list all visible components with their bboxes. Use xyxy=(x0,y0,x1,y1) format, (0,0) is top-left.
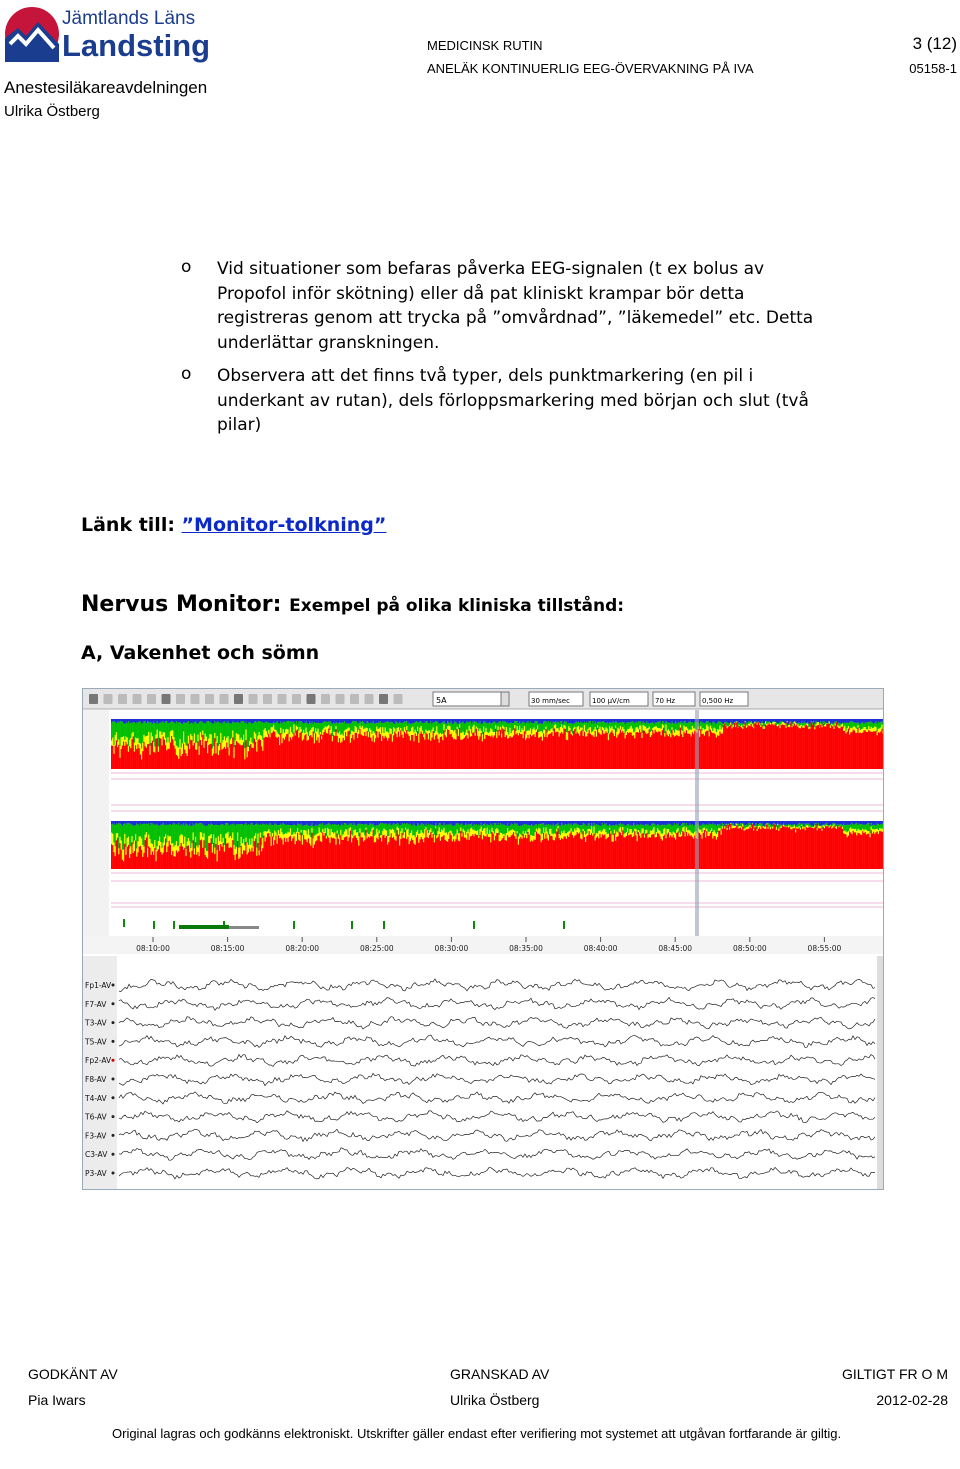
bullet-line: underlättar granskningen. xyxy=(217,332,440,353)
channel-label: Fp2-AV xyxy=(85,1056,112,1066)
toolbar-tool-icon[interactable] xyxy=(191,694,200,704)
page-number: 3 (12) xyxy=(912,34,957,53)
toolbar-tool-icon[interactable] xyxy=(249,694,258,704)
toolbar-tool-icon[interactable] xyxy=(379,694,388,704)
monitor-tolkning-link[interactable]: ”Monitor-tolkning” xyxy=(181,514,387,536)
logo-line2: Landsting xyxy=(62,28,211,63)
toolbar-tool-icon[interactable] xyxy=(278,694,287,704)
low-filter-value: 0,500 Hz xyxy=(702,697,734,705)
reviewed-label: GRANSKAD AV xyxy=(450,1366,550,1382)
time-tick-label: 08:20:00 xyxy=(285,944,320,953)
bullet-line: underkant av rutan), dels förloppsmarkering med början och slut (två xyxy=(217,390,809,411)
time-tick-label: 08:15:00 xyxy=(210,944,245,953)
toolbar-tool-icon[interactable] xyxy=(321,694,330,704)
bullet-marker: o xyxy=(181,257,192,277)
valid-from: 2012-02-28 xyxy=(876,1392,948,1408)
toolbar-tool-icon[interactable] xyxy=(104,694,113,704)
bullet-text xyxy=(217,364,809,438)
speed-value: 30 mm/sec xyxy=(531,697,570,705)
section-title: Nervus Monitor: xyxy=(81,592,282,617)
section-subtitle: Exempel på olika kliniska tillstånd: xyxy=(289,596,625,616)
eeg-display xyxy=(83,689,883,1189)
document-number: 05158-1 xyxy=(909,61,957,76)
high-filter-value: 70 Hz xyxy=(655,697,676,705)
eeg-monitor-screenshot xyxy=(82,688,884,1190)
time-tick-label: 08:50:00 xyxy=(732,944,767,953)
toolbar-tool-icon[interactable] xyxy=(89,694,98,704)
time-tick-label: 08:55:00 xyxy=(807,944,842,953)
spectrogram-left xyxy=(111,719,883,769)
approved-by: Pia Iwars xyxy=(28,1392,86,1408)
toolbar-tool-icon[interactable] xyxy=(162,694,171,704)
logo-line1: Jämtlands Läns xyxy=(62,8,196,29)
channel-label: Fp1-AV xyxy=(85,981,112,990)
bullet-line: pilar) xyxy=(217,415,262,435)
valid-label: GILTIGT FR O M xyxy=(841,1366,948,1382)
reviewed-by: Ulrika Östberg xyxy=(450,1392,540,1408)
link-prefix: Länk till: xyxy=(81,514,182,536)
department: Anestesiläkareavdelningen xyxy=(4,78,208,97)
toolbar-tool-icon[interactable] xyxy=(133,694,142,704)
channel-label: F7-AV xyxy=(85,999,107,1009)
toolbar-tool-icon[interactable] xyxy=(292,694,301,704)
speed-select[interactable] xyxy=(529,692,583,706)
montage-select[interactable] xyxy=(433,692,509,706)
time-tick-label: 08:45:00 xyxy=(658,944,693,953)
channel-label: F3-AV xyxy=(85,1131,107,1141)
time-tick-label: 08:25:00 xyxy=(359,944,394,953)
channel-label: C3-AV xyxy=(85,1150,108,1160)
channel-label: T5-AV xyxy=(85,1037,107,1047)
routine-type: MEDICINSK RUTIN xyxy=(427,38,543,53)
toolbar-tool-icon[interactable] xyxy=(307,694,316,704)
channel-label: T4-AV xyxy=(85,1093,107,1103)
sensitivity-value: 100 µV/cm xyxy=(592,697,630,705)
toolbar-tool-icon[interactable] xyxy=(176,694,185,704)
bullet-marker: o xyxy=(181,364,192,384)
bullet-line: Observera att det finns två typer, dels punktmarkering (en pil i xyxy=(217,366,754,386)
toolbar-tool-icon[interactable] xyxy=(336,694,345,704)
section-heading xyxy=(81,592,624,617)
toolbar-tool-icon[interactable] xyxy=(220,694,229,704)
high-filter-select[interactable] xyxy=(653,692,695,706)
toolbar-tool-icon[interactable] xyxy=(350,694,359,704)
time-tick-label: 08:35:00 xyxy=(509,944,543,953)
channel-label: T6-AV xyxy=(85,1112,107,1122)
toolbar-tool-icon[interactable] xyxy=(365,694,374,704)
bullet-text xyxy=(217,257,813,355)
author: Ulrika Östberg xyxy=(4,103,100,120)
document-title: ANELÄK KONTINUERLIG EEG-ÖVERVAKNING PÅ IVA xyxy=(427,61,754,76)
bullet-line: registreras genom att trycka på ”omvårdnad”, ”läkemedel” etc. Detta xyxy=(217,308,814,328)
channel-label: T3-AV xyxy=(85,1018,107,1028)
low-filter-select[interactable] xyxy=(700,692,748,706)
link-line xyxy=(81,514,386,536)
bullet-line: Propofol inför skötning) eller då pat kliniskt krampar bör detta xyxy=(217,283,745,304)
spectrogram-right xyxy=(111,821,883,869)
approved-label: GODKÄNT AV xyxy=(28,1366,118,1382)
channel-label: P3-AV xyxy=(85,1169,107,1178)
toolbar-tool-icon[interactable] xyxy=(394,694,403,704)
toolbar-tool-icon[interactable] xyxy=(118,694,127,704)
channel-label: F8-AV xyxy=(85,1075,107,1084)
time-tick-label: 08:10:00 xyxy=(136,944,170,953)
footer-note: Original lagras och godkänns elektroniskt. Utskrifter gäller endast efter verifiering mot systemet att utgåvan fortfarande är giltig. xyxy=(112,1426,842,1441)
time-tick-label: 08:40:00 xyxy=(583,944,618,953)
time-cursor xyxy=(695,710,699,946)
montage-value: 5A xyxy=(436,696,447,705)
time-tick-label: 08:30:00 xyxy=(434,944,469,953)
bullet-line: Vid situationer som befaras påverka EEG-signalen (t ex bolus av xyxy=(217,259,765,279)
toolbar-tool-icon[interactable] xyxy=(147,694,156,704)
toolbar-tool-icon[interactable] xyxy=(234,694,243,704)
subsection-heading: A, Vakenhet och sömn xyxy=(81,642,320,664)
toolbar-tool-icon[interactable] xyxy=(263,694,272,704)
sensitivity-select[interactable] xyxy=(590,692,648,706)
toolbar-tool-icon[interactable] xyxy=(205,694,214,704)
